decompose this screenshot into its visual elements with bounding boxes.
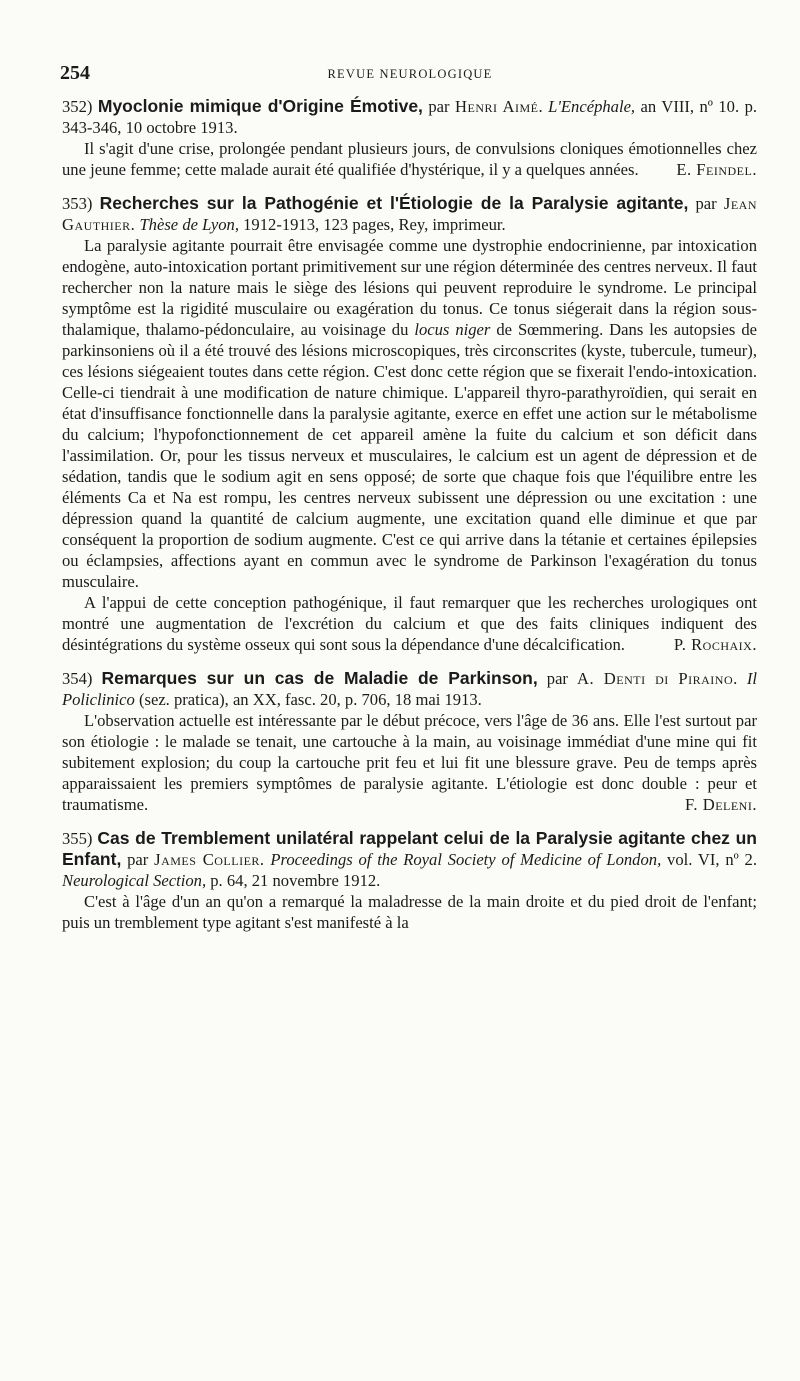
entry-reference-2: p. 64, 21 novembre 1912. [210, 871, 381, 890]
entry-journal: Il Policlinico [62, 669, 757, 709]
entry-body-paragraph-2 [62, 592, 757, 655]
entry-heading [62, 193, 757, 235]
entry-signature: P. Rochaix. [673, 635, 757, 654]
entry-number: 352) [62, 97, 93, 116]
entry-reference: vol. VI, nº 2. [667, 850, 757, 869]
entry-reference: an VIII, nº 10. p. 343-346, 10 octobre 1913. [62, 97, 758, 137]
entry-par: par [428, 97, 450, 116]
entry-heading: 352) Myoclonie mimique d'Origine Émotive, par Henri Aimé. L'Encéphale, an VIII, nº 10. p. 343-346, 10 octobre 1913. [62, 96, 758, 137]
entry-353 [62, 193, 757, 655]
running-head: REVUE NEUROLOGIQUE [327, 67, 493, 81]
article-content [62, 96, 757, 946]
entry-par: par [127, 850, 149, 869]
entry-body-text: La paralysie agitante pourrait être envisagée comme une dystrophie endocrinienne, par intoxication endogène, auto-intoxication portant primitivement sur une région déterminée des centres nerveux. Il faut rechercher non la nature mais le siège des lésions qui peuvent reproduire le syndrome. Le principal symptôme est la rigidité musculaire ou exagération du tonus. Ce tonus siégerait dans la région sous-thalamique, thalamo-pédonculaire, au voisinage du [62, 236, 757, 339]
entry-heading [62, 668, 757, 710]
entry-par: par [695, 194, 717, 213]
entry-body [62, 710, 757, 815]
entry-author: A. Denti di Piraino. [577, 669, 738, 688]
entry-heading [62, 828, 757, 891]
page-number: 254 [60, 62, 90, 84]
entry-body-italic: locus niger [414, 320, 491, 339]
entry-body-text: L'observation actuelle est intéressante par le début précoce, vers l'âge de 36 ans. Elle l'est surtout par son étiologie : le malade se tenait, une cartouche à la main, au voisinage immédiat d'une mine qui fit subitement explosion; du coup la cartouche prit feu et lui fit une blessure grave. Peu de temps après apparaissaient les premiers symptômes de paralysie agitante. L'étiologie est donc double : peur et traumatisme. [62, 711, 757, 814]
entry-title: Remarques sur un cas de Maladie de Parkinson, [101, 668, 538, 688]
entry-body [62, 235, 757, 592]
entry-number: 355) [62, 829, 93, 848]
entry-reference: (sez. pratica), an XX, fasc. 20, p. 706, 18 mai 1913. [138, 690, 482, 709]
entry-body [62, 891, 757, 933]
entry-number: 354) [62, 669, 93, 688]
entry-reference: 1912-1913, 123 pages, Rey, imprimeur. [243, 215, 506, 234]
entry-body-text: C'est à l'âge d'un an qu'on a remarqué la maladresse de la main droite et du pied droit de l'enfant; puis un tremblement type agitant s'est manifesté à la [62, 892, 757, 932]
entry-352 [62, 96, 757, 180]
entry-title: Cas de Tremblement unilatéral rappelant celui de la Paralysie agitante chez un Enfant, [62, 828, 757, 869]
entry-355 [62, 828, 757, 933]
entry-body-text: de Sœmmering. Dans les autopsies de parkinsoniens où il a été trouvé des lésions microscopiques, très circonscrites (kyste, tubercule, tumeur), ces lésions siégeaient toutes dans cette région. C'est donc cette région que se fixerait l'endo-intoxication. Celle-ci tiendrait à une modification de nature chimique. L'appareil thyro-parathyroïdien, qui serait en état d'insuffisance fonctionnelle dans la paralysie agitante, exerce en effet une action sur le métabolisme du calcium; l'hypofonctionnement de cet appareil amène la fuite du calcium et son déficit dans l'assimilation. Or, pour les tissus nerveux et musculaires, le calcium est un agent de dépression et de sédation, tandis que le sodium agit en sens opposé; de sorte que chaque fois que l'équilibre entre les éléments Ca et Na est rompu, les centres nerveux subissent une dépression ou une excitation : une dépression quand la quantité de calcium augmente, une excitation quand elle diminue et que par conséquent la proportion de sodium augmente. C'est ce qui arrive dans la tétanie et certaines épilepsies ou éclampsies, affections ayant en commun avec le syndrome de Parkinson l'exagération du tonus musculaire. [62, 320, 757, 591]
entry-body [62, 138, 757, 180]
entry-signature: F. Deleni. [685, 795, 757, 814]
entry-title: Myoclonie mimique d'Origine Émotive, [97, 96, 423, 116]
entry-journal-section: Neurological Section, [62, 871, 207, 890]
entry-par: par [546, 669, 568, 688]
entry-journal: Thèse de Lyon, [139, 215, 239, 234]
entry-author: James Collier. [154, 850, 265, 869]
entry-signature: E. Feindel. [676, 160, 757, 179]
entry-journal: Proceedings of the Royal Society of Medicine of London, [270, 850, 662, 869]
entry-author: Jean Gauthier. [62, 194, 758, 234]
entry-number: 353) [62, 194, 93, 213]
entry-journal: L'Encéphale, [548, 97, 636, 116]
entry-author: Henri Aimé [455, 97, 539, 116]
page-header [60, 62, 760, 88]
entry-body-text: A l'appui de cette conception pathogénique, il faut remarquer que les recherches urologiques ont montré une augmentation de l'excrétion du calcium et que des faits cliniques indiquent des désintégrations du système osseux qui sont sous la dépendance d'une décalcification. [62, 593, 757, 654]
entry-title: Recherches sur la Pathogénie et l'Étiologie de la Paralysie agitante, [99, 193, 689, 213]
entry-354 [62, 668, 757, 815]
entry-body-text: Il s'agit d'une crise, prolongée pendant plusieurs jours, de convulsions cloniques émotionnelles chez une jeune femme; cette malade aurait été qualifiée d'hystérique, il y a quelques années. [62, 139, 757, 179]
